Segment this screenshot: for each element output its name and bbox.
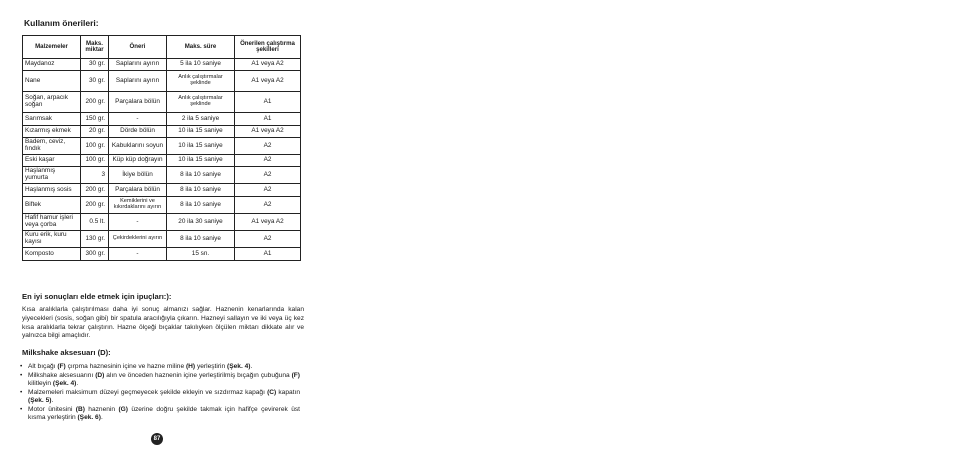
table-row [23,59,301,71]
table-row [23,167,301,184]
table-row [23,248,301,261]
program-cell: A2 [235,197,301,214]
max-time-cell: 2 ila 5 saniye [167,113,235,126]
table-row [23,184,301,197]
max-qty-cell: 30 gr. [81,59,109,71]
max-qty-cell: 150 gr. [81,113,109,126]
max-time-cell: 5 ila 10 saniye [167,59,235,71]
max-time-cell: 8 ila 10 saniye [167,197,235,214]
bullet-icon: • [20,388,23,396]
ref-label: (F) [57,363,66,370]
col-header-tip: Öneri [109,36,167,59]
table-row [23,155,301,167]
step-text: kilitleyin [28,380,53,388]
max-qty-cell: 20 gr. [81,126,109,138]
max-time-cell: 10 ila 15 saniye [167,155,235,167]
tip-cell: Çekirdeklerini ayırın [109,231,167,248]
max-qty-cell: 200 gr. [81,197,109,214]
material-cell: Maydanoz [23,59,81,71]
tip-cell: Küp küp doğrayın [109,155,167,167]
material-cell: Komposto [23,248,81,261]
ref-label: (D) [95,371,105,379]
step-text: Malzemeleri maksimum düzeyi geçmeyecek şekilde ekleyin ve sızdırmaz kapağı [28,388,268,396]
step-text: haznenin [84,405,119,413]
ref-label: (Şek. 5) [28,397,52,405]
milkshake-steps [18,363,300,423]
ref-label: (Şek. 4) [52,380,77,388]
tips-title: En iyi sonuçları elde etmek için ipuçları:): [22,292,172,301]
tip-cell: Kabuklarını soyun [109,138,167,155]
list-item [18,363,300,372]
tip-cell: - [109,248,167,261]
max-qty-cell: 0.5 lt. [81,214,109,231]
material-cell: Soğan, arpacık soğan [23,92,81,113]
max-qty-cell: 100 gr. [81,155,109,167]
step-text: Motor ünitesini [28,405,76,413]
program-cell: A2 [235,184,301,197]
step-text: üzerine doğru şekilde takmak için hafifçe çevirerek üst kısma yerleştirin [28,405,300,422]
table-row [23,138,301,155]
list-item [18,372,300,389]
list-item [18,389,300,406]
tip-cell: Parçalara bölün [109,184,167,197]
tips-text: Kısa aralıklarla çalıştırılması daha iyi sonuç almanızı sağlar. Haznenin kenarlarında kalan yiyecekleri (sosis, soğan gibi) bir spatula aracılığıyla çıkarın. Hazneyi sallayın ve iki veya üç kez kısa aralıklarla tekrar çalıştırın. Hazne ölçeği bıçaklar takılıyken ölçülen miktarı dikkate alır ve yalnızca bilgi amaçlıdır. [22,306,304,340]
program-cell: A1 veya A2 [235,59,301,71]
table-row [23,113,301,126]
tip-cell: Saplarını ayırın [109,71,167,92]
table-row [23,126,301,138]
usage-recommendations-title: Kullanım önerileri: [24,18,99,28]
bullet-icon: • [20,363,23,370]
material-cell: Haşlanmış yumurta [23,167,81,184]
program-cell: A1 veya A2 [235,71,301,92]
tip-cell: İkiye bölün [109,167,167,184]
program-cell: A2 [235,155,301,167]
table-row [23,197,301,214]
material-cell: Sarımsak [23,113,81,126]
max-time-cell: 8 ila 10 saniye [167,167,235,184]
max-time-cell: 20 ila 30 saniye [167,214,235,231]
max-qty-cell: 130 gr. [81,231,109,248]
material-cell: Kızarmış ekmek [23,126,81,138]
max-qty-cell: 300 gr. [81,248,109,261]
table-row [23,71,301,92]
col-header-materials: Malzemeler [23,36,81,59]
milkshake-title: Milkshake aksesuarı (D): [22,348,111,357]
col-header-max-qty: Maks. miktar [81,36,109,59]
material-cell: Badem, ceviz, fındık [23,138,81,155]
material-cell: Eski kaşar [23,155,81,167]
step-text: Alt bıçağı [28,363,58,370]
list-item [18,406,300,423]
max-qty-cell: 200 gr. [81,92,109,113]
max-time-cell: 10 ila 15 saniye [167,126,235,138]
step-text: çırpma haznesinin içine ve hazne miline [65,363,186,370]
program-cell: A2 [235,231,301,248]
material-cell: Kuru erik, kuru kayısı [23,231,81,248]
step-text: . [51,397,54,405]
tip-cell: Parçalara bölün [109,92,167,113]
program-cell: A1 [235,113,301,126]
ref-label: (Şek. 6) [77,414,101,422]
ref-label: (Şek. 4) [227,363,251,370]
step-text: . [250,363,253,370]
tip-cell: - [109,214,167,231]
program-cell: A2 [235,167,301,184]
max-time-cell: 8 ila 10 saniye [167,231,235,248]
program-cell: A1 veya A2 [235,126,301,138]
step-text: . [76,380,79,388]
step-text: alın ve önceden haznenin içine yerleştirilmiş bıçağın çubuğuna [104,371,292,379]
col-header-max-time: Maks. süre [167,36,235,59]
col-header-program: Önerilen çalıştırma şekilleri [235,36,301,59]
table-row [23,231,301,248]
bullet-icon: • [20,371,23,379]
max-qty-cell: 200 gr. [81,184,109,197]
ref-label: (H) [185,363,196,370]
tip-cell: - [109,113,167,126]
max-time-cell: Anlık çalıştırmalar şeklinde [167,92,235,113]
page-number-badge: 87 [151,433,163,445]
step-text: kapatın [276,388,300,396]
max-qty-cell: 100 gr. [81,138,109,155]
ref-label: (F) [291,371,300,379]
max-time-cell: 15 sn. [167,248,235,261]
tip-cell: Saplarını ayırın [109,59,167,71]
recommendations-table [22,35,301,261]
tip-cell: Kemiklerini ve kıkırdaklarını ayırın [109,197,167,214]
material-cell: Hafif hamur işleri veya çorba [23,214,81,231]
program-cell: A1 [235,248,301,261]
max-qty-cell: 3 [81,167,109,184]
material-cell: Nane [23,71,81,92]
max-qty-cell: 30 gr. [81,71,109,92]
step-text: yerleştirin [195,363,228,370]
ref-label: (C) [267,388,277,396]
table-row [23,214,301,231]
max-time-cell: 8 ila 10 saniye [167,184,235,197]
material-cell: Haşlanmış sosis [23,184,81,197]
bullet-icon: • [20,405,23,413]
program-cell: A1 [235,92,301,113]
table-row [23,92,301,113]
step-text: Milkshake aksesuarını [28,371,96,379]
step-text: . [100,414,103,422]
max-time-cell: Anlık çalıştırmalar şeklinde [167,71,235,92]
program-cell: A1 veya A2 [235,214,301,231]
program-cell: A2 [235,138,301,155]
ref-label: (G) [118,405,128,413]
table-header-row [23,36,301,59]
ref-label: (B) [75,405,85,413]
material-cell: Biftek [23,197,81,214]
tip-cell: Dörde bölün [109,126,167,138]
max-time-cell: 10 ila 15 saniye [167,138,235,155]
